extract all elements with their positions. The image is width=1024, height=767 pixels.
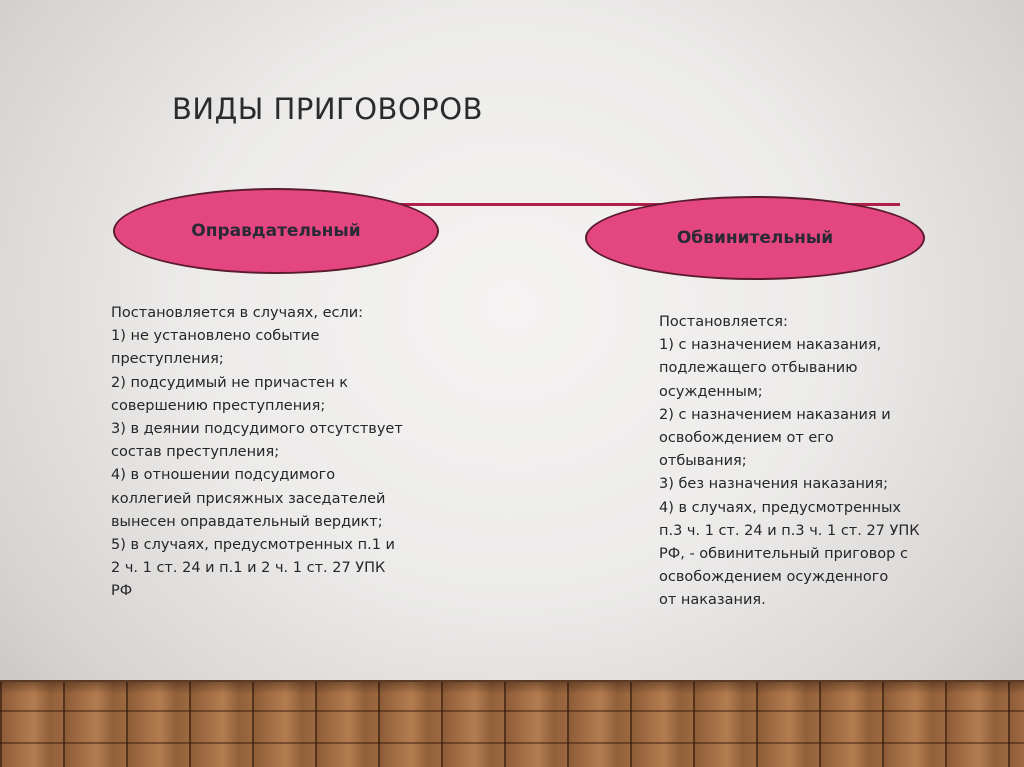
text-line: преступления;	[111, 351, 224, 368]
acquittal-label: Оправдательный	[191, 221, 361, 241]
text-line: 4) в отношении подсудимого	[111, 467, 336, 484]
text-line: РФ	[111, 583, 133, 600]
text-line: 3) без назначения наказания;	[659, 476, 888, 493]
text-line: 1) не установлено событие	[111, 328, 320, 345]
text-line: 1) с назначением наказания,	[659, 337, 882, 354]
text-line: 3) в деянии подсудимого отсутствует	[111, 421, 403, 438]
text-line: от наказания.	[659, 592, 766, 609]
text-line: коллегией присяжных заседателей	[111, 490, 386, 507]
text-line: освобождением от его	[659, 430, 834, 447]
conviction-oval	[585, 196, 925, 280]
text-line: Постановляется в случаях, если:	[111, 305, 364, 321]
text-line: вынесен оправдательный вердикт;	[111, 513, 383, 530]
text-line: РФ, - обвинительный приговор с	[659, 546, 908, 563]
text-line: 2) с назначением наказания и	[659, 406, 891, 423]
floor-seam	[0, 710, 1024, 712]
text-line: Постановляется:	[659, 314, 788, 330]
wooden-floor	[0, 682, 1024, 767]
text-line: освобождением осужденного	[659, 569, 889, 586]
text-line: 2) подсудимый не причастен к	[111, 374, 349, 391]
slide-title: ВИДЫ ПРИГОВОРОВ	[172, 92, 483, 126]
text-line: состав преступления;	[111, 444, 280, 461]
text-line: совершению преступления;	[111, 397, 326, 414]
text-line: отбывания;	[659, 453, 747, 470]
conviction-label: Обвинительный	[676, 228, 834, 248]
text-line: 4) в случаях, предусмотренных	[659, 499, 901, 516]
text-line: подлежащего отбыванию	[659, 360, 858, 377]
acquittal-description	[111, 302, 441, 604]
text-line: 5) в случаях, предусмотренных п.1 и	[111, 537, 395, 554]
floor-seam	[0, 742, 1024, 744]
conviction-description	[659, 311, 929, 613]
text-line: 2 ч. 1 ст. 24 и п.1 и 2 ч. 1 ст. 27 УПК	[111, 560, 386, 577]
text-line: п.3 ч. 1 ст. 24 и п.3 ч. 1 ст. 27 УПК	[659, 522, 920, 539]
acquittal-oval	[113, 188, 439, 274]
text-line: осужденным;	[659, 383, 763, 400]
